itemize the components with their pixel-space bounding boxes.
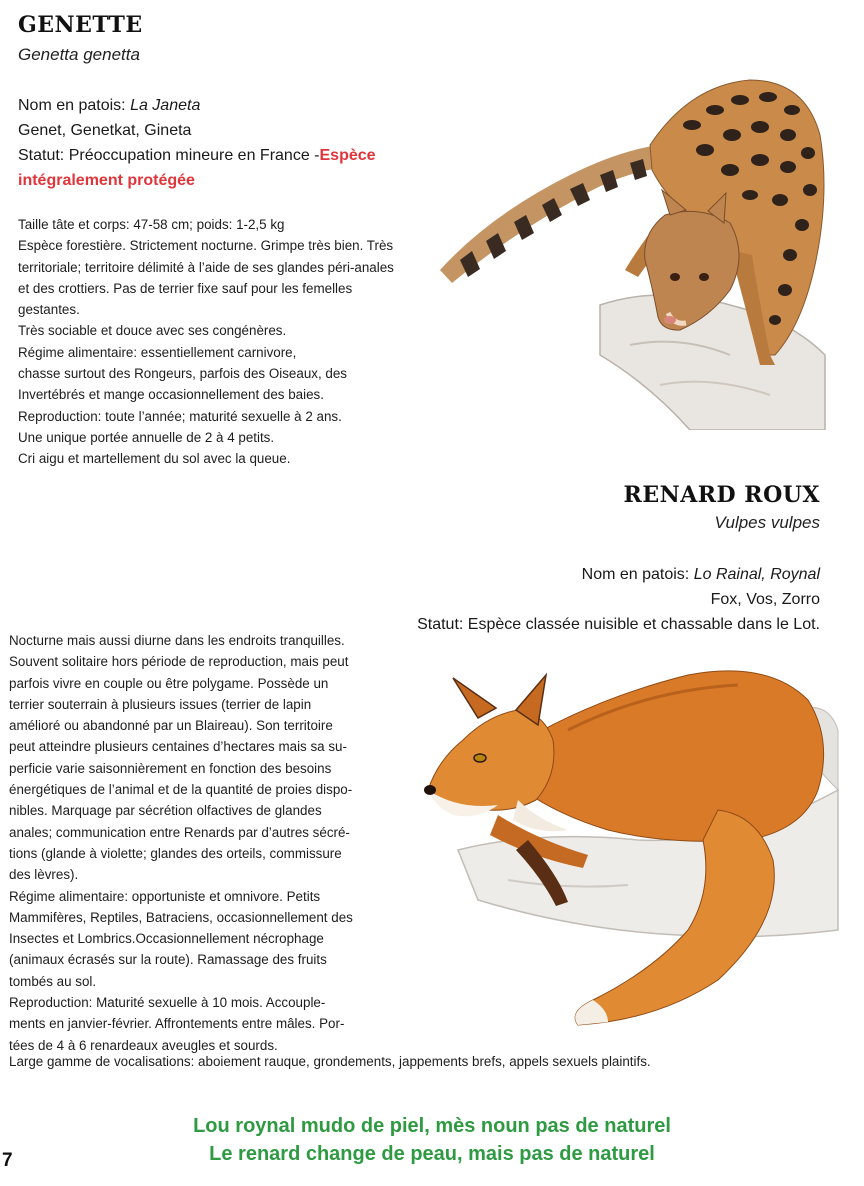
genette-patois xyxy=(18,93,438,118)
genette-latin-name: Genetta genetta xyxy=(18,45,140,64)
genette-desc-line: territoriale; territoire délimité à l’aide de ses glandes péri-anales xyxy=(18,259,394,275)
genette-status-red-1: Espèce xyxy=(319,147,376,164)
genette-desc-line: Régime alimentaire: essentiellement carnivore, xyxy=(18,344,297,360)
renard-patois xyxy=(360,562,820,587)
renard-patois-value: Lo Rainal, Roynal xyxy=(693,566,820,583)
genette-desc-line: Une unique portée annuelle de 2 à 4 petits. xyxy=(18,429,275,445)
fox-illustration xyxy=(418,640,843,1035)
renard-desc-line: amélioré ou abandonné par un Blaireau). Son territoire xyxy=(9,718,333,734)
renard-title: RENARD ROUX xyxy=(623,482,820,508)
genette-meta-block xyxy=(18,93,438,193)
renard-desc-line: anales; communication entre Renards par d’autres sécré- xyxy=(9,824,350,840)
renard-desc-line: énergétiques de l’animal et de la quantité de proies dispo- xyxy=(9,782,353,798)
renard-desc-line: tées de 4 à 6 renardeaux aveugles et sourds. xyxy=(9,1037,278,1053)
genette-patois-label: Nom en patois: xyxy=(18,97,131,114)
renard-desc-line: ments en janvier-février. Affrontements entre mâles. Por- xyxy=(9,1016,345,1032)
genette-status-prefix: Statut: Préoccupation mineure en France - xyxy=(18,147,320,164)
renard-meta-block xyxy=(360,562,820,637)
renard-desc-line: (animaux écrasés sur la route). Ramassage des fruits xyxy=(9,952,327,968)
proverb-occitan: Lou roynal mudo de piel, mès noun pas de naturel xyxy=(193,1115,671,1137)
renard-desc-line: tombés au sol. xyxy=(9,973,97,989)
genette-status-red-2: intégralement protégée xyxy=(18,172,195,189)
page-number: 7 xyxy=(2,1150,13,1171)
renard-status: Statut: Espèce classée nuisible et chassable dans le Lot. xyxy=(417,616,820,633)
renard-desc-line: des lèvres). xyxy=(9,867,79,883)
renard-desc-line: perficie varie saisonnièrement en fonction des besoins xyxy=(9,760,332,776)
renard-vocalisations: Large gamme de vocalisations: aboiement rauque, grondements, jappements brefs, appels sexuels plaintifs. xyxy=(9,1054,651,1069)
genette-desc-line: gestantes. xyxy=(18,302,80,318)
genette-title: GENETTE xyxy=(18,12,143,38)
renard-desc-line: Nocturne mais aussi diurne dans les endroits tranquilles. xyxy=(9,633,345,648)
proverb-block xyxy=(0,1112,864,1168)
renard-desc-line: terrier souterrain à plusieurs issues (terrier de lapin xyxy=(9,696,312,712)
genette-desc-line: et des crottiers. Pas de terrier fixe sauf pour les femelles xyxy=(18,280,353,296)
genette-desc-line: Cri aigu et martellement du sol avec la queue. xyxy=(18,451,291,467)
genette-desc-line: Espèce forestière. Strictement nocturne. Grimpe très bien. Très xyxy=(18,238,394,254)
renard-desc-line: tions (glande à violette; glandes des orteils, commissure xyxy=(9,845,342,861)
renard-desc-line: nibles. Marquage par sécrétion olfactives de glandes xyxy=(9,803,322,819)
genet-illustration xyxy=(430,55,830,430)
renard-desc-line: Reproduction: Maturité sexuelle à 10 mois. Accouple- xyxy=(9,995,326,1011)
renard-desc-line: peut atteindre plusieurs centaines d’hectares mais sa su- xyxy=(9,739,347,755)
renard-patois-label: Nom en patois: xyxy=(581,566,694,583)
genette-description xyxy=(18,214,438,470)
genette-desc-line: Invertébrés et mange occasionnellement des baies. xyxy=(18,387,324,403)
renard-desc-line: parfois vivre en couple ou être polygame. Possède un xyxy=(9,675,329,691)
renard-desc-line: Souvent solitaire hors période de reproduction, mais peut xyxy=(9,654,349,670)
renard-desc-line: Mammifères, Reptiles, Batraciens, occasionnellement des xyxy=(9,909,353,925)
proverb-french: Le renard change de peau, mais pas de naturel xyxy=(209,1143,655,1165)
renard-desc-line: Régime alimentaire: opportuniste et omnivore. Petits xyxy=(9,888,321,904)
genette-status xyxy=(18,143,438,168)
genette-desc-line: Très sociable et douce avec ses congénères. xyxy=(18,323,287,339)
genette-desc-line: Taille tâte et corps: 47-58 cm; poids: 1-2,5 kg xyxy=(18,217,285,232)
renard-desc-line: Insectes et Lombrics.Occasionnellement nécrophage xyxy=(9,931,324,947)
renard-description xyxy=(9,630,399,1056)
genette-other-names: Genet, Genetkat, Gineta xyxy=(18,122,192,139)
genette-patois-value: La Janeta xyxy=(130,97,201,114)
renard-other-names: Fox, Vos, Zorro xyxy=(710,591,820,608)
genette-desc-line: chasse surtout des Rongeurs, parfois des Oiseaux, des xyxy=(18,366,347,382)
genette-desc-line: Reproduction: toute l’année; maturité sexuelle à 2 ans. xyxy=(18,408,342,424)
renard-latin-name: Vulpes vulpes xyxy=(714,513,820,532)
